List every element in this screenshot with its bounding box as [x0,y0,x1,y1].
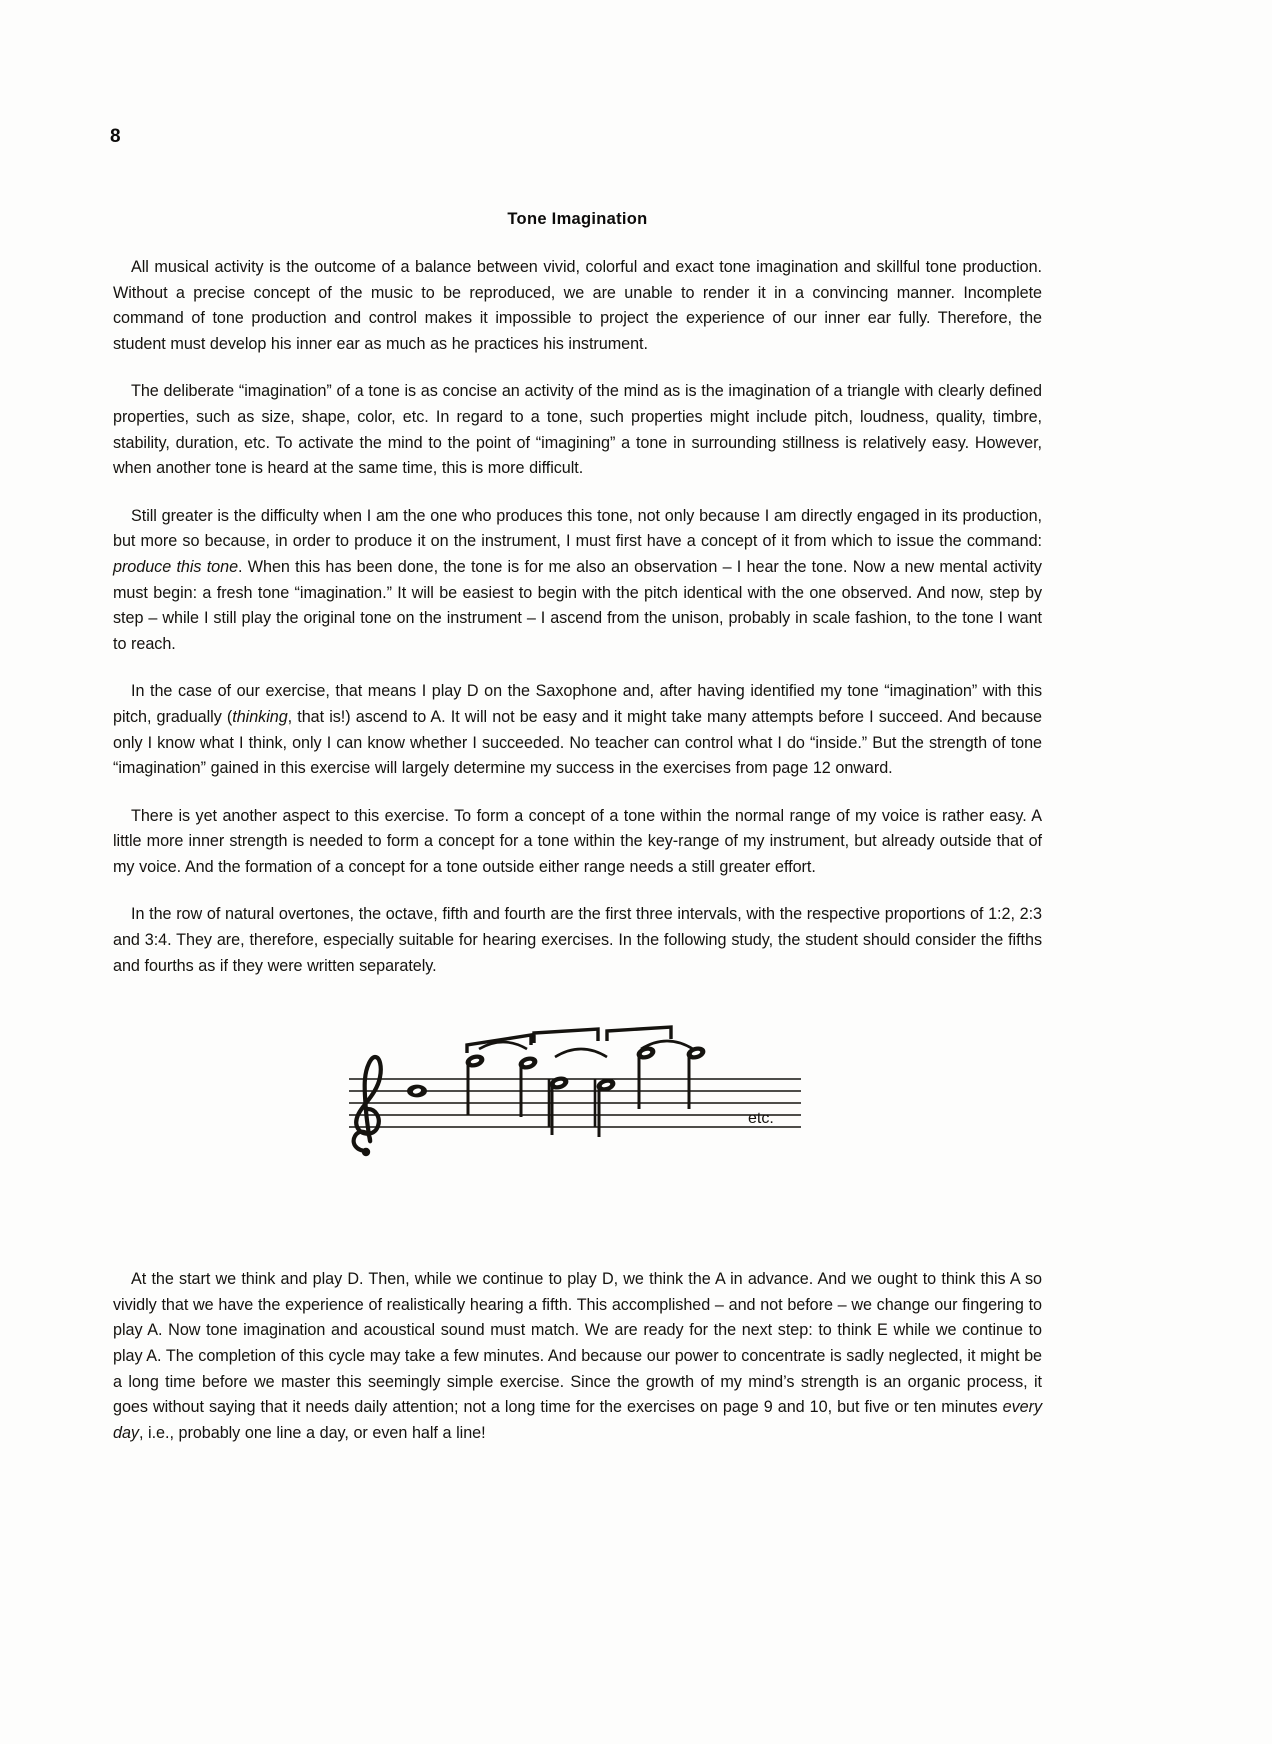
body-paragraphs-before-music [113,255,1042,979]
paragraph-text: , i.e., probably one line a day, or even half a line! [138,1423,486,1442]
paragraph-text: All musical activity is the outcome of a balance between vivid, colorful and exact tone imagination and skillful tone production. Without a precise concept of the music to be reproduced, we are unable to render it in a convincing manner. Incomplete command of tone production and control makes it impossible to project the experience of our inner ear fully. Therefore, the student must develop his inner ear as much as he practices his instrument. [113,258,1042,353]
etc-label: etc. [748,1110,774,1128]
paragraph-text: In the row of natural overtones, the octave, fifth and fourth are the first three intervals, with the respective proportions of 1:2, 2:3 and 3:4. They are, therefore, especially suitable for hearing exercises. In the following study, the student should consider the fifths and fourths as if they were written separately. [113,905,1042,975]
music-staff-figure [345,1023,805,1173]
half-note-e-1 [548,1075,570,1136]
treble-clef-icon [354,1057,381,1151]
bracket-3 [607,1027,671,1041]
page-title: Tone Imagination [507,210,648,228]
paragraph-p4 [113,679,1042,781]
bracket-1 [467,1035,531,1053]
page-content [113,210,1042,1468]
paragraph-text: In the case of our exercise, that means I play D on the Saxophone and, after having identified my tone “imagination” with this pitch, gradually ( [113,682,1042,726]
paragraph-text: The deliberate “imagination” of a tone is as concise an activity of the mind as is the imagination of a triangle with clearly defined properties, such as size, shape, color, etc. In regard to a tone, such properties might include pitch, loudness, quality, timbre, stability, duration, etc. To activate the mind to the point of “imagining” a tone in surrounding stillness is relatively easy. However, when another tone is heard at the same time, this is more difficult. [113,382,1042,478]
emphasis-text: every day [113,1398,1042,1442]
clef-tail-dot [362,1148,370,1156]
half-note-b-2 [685,1045,707,1110]
bracket-2 [534,1029,598,1043]
paragraph-text: . When this has been done, the tone is for me also an observation – I hear the tone. Now a new mental activity must begin: a fresh tone “imagination.” It will be easiest to begin with the pitch identical with the one observed. And now, step by step – while I still play the original tone on the instrument – I ascend from the unison, probably in scale fashion, to the tone I want to reach. [113,557,1042,653]
half-note-b-1 [635,1045,657,1110]
figure-spacer [113,1205,1042,1267]
page-number: 8 [110,126,121,147]
emphasis-text: thinking [232,707,288,726]
paragraph-p6 [113,902,1042,979]
paragraph-text: There is yet another aspect to this exercise. To form a concept of a tone within the normal range of my voice is rather easy. A little more inner strength is needed to form a concept for a tone within the key-range of my instrument, but already outside that of my voice. And the formation of a concept for a tone outside either range needs a still greater effort. [113,806,1042,876]
body-paragraphs-after-music [113,1267,1042,1446]
half-note-a-1 [464,1053,486,1116]
paragraph-p1 [113,255,1042,357]
paragraph-p5 [113,804,1042,881]
paragraph-p7 [113,1267,1042,1446]
half-note-e-2 [595,1077,617,1138]
half-note-a-2 [517,1055,539,1118]
paragraph-p3 [113,504,1042,658]
emphasis-text: produce this tone [113,557,239,576]
paragraph-text: Still greater is the difficulty when I am the one who produces this tone, not only because I am directly engaged in its production, but more so because, in order to produce it on the instrument, I must first have a concept of it from which to issue the command: [113,506,1042,551]
paragraph-text: , that is!) ascend to A. It will not be easy and it might take many attempts before I succeed. And because only I know what I think, only I can know whether I succeeded. No teacher can control what I do “inside.” But the strength of tone “imagination” gained in this exercise will largely determine my success in the exercises from page 12 onward. [113,707,1042,778]
paragraph-p2 [113,379,1042,481]
music-example-block [113,1015,1042,1195]
whole-note-d [407,1085,427,1098]
slur-2 [555,1049,607,1057]
paragraph-text: At the start we think and play D. Then, while we continue to play D, we think the A in advance. And we ought to think this A so vividly that we have the experience of realistically hearing a fifth. This accomplished – and not before – we change our fingering to play A. Now tone imagination and acoustical sound must match. We are ready for the next step: to think E while we continue to play A. The completion of this cycle may take a few minutes. And because our power to concentrate is sadly neglected, it might be a long time before we master this seemingly simple exercise. Since the growth of my mind’s strength is an organic process, it goes without saying that it needs daily attention; not a long time for the exercises on page 9 and 10, but five or ten minutes [113,1270,1042,1417]
